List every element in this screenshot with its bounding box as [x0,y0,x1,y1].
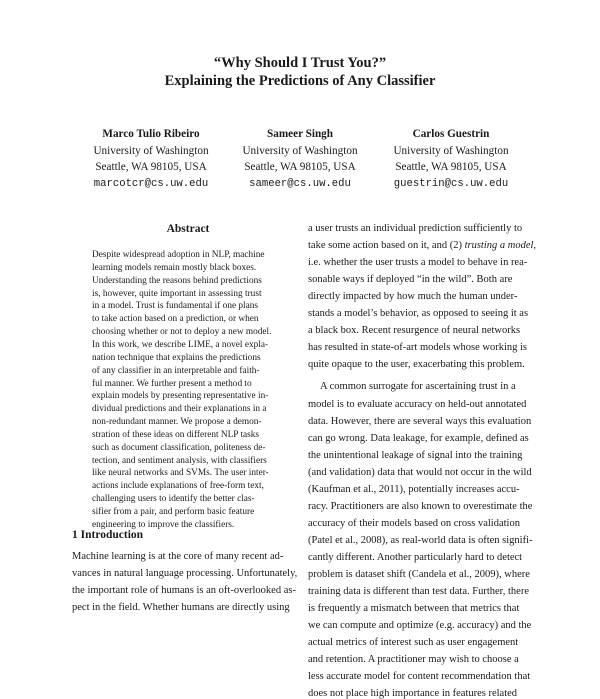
author-address: Seattle, WA 98105, USA [95,161,207,173]
right-column-line: and retention. A practitioner may wish to choose a [308,654,519,666]
right-column-line: (Kaufman et al., 2011), potentially increases accu- [308,483,520,495]
author-affiliation: University of Washington [393,144,509,157]
abstract-line: ful manner. We further present a method to [92,378,252,389]
author-block [71,126,231,192]
abstract-line: in a model. Trust is fundamental if one plans [92,301,259,312]
abstract-line: dividual predictions and their explanations in a [92,404,267,415]
author-address: Seattle, WA 98105, USA [244,161,356,173]
right-column-line: cantly different. Another particularly hard to detect [308,551,523,563]
abstract-line: non-redundant manner. We propose a demon- [92,417,262,428]
paper-title-line-2: Explaining the Predictions of Any Classifier [164,73,436,89]
right-column-line: is frequently a mismatch between that metrics that [308,603,520,615]
section-heading-introduction: 1 Introduction [72,529,144,541]
abstract-line: tection, and sentiment analysis, with classifiers [92,455,267,466]
introduction-line: Machine learning is at the core of many recent ad- [72,551,284,562]
right-column-line: quite opaque to the user, exacerbating this problem. [308,359,525,371]
right-column-line: does not place high importance in features related [308,688,518,699]
author-affiliation: University of Washington [242,144,358,157]
right-column-line: i.e. whether the user trusts a model to behave in rea- [308,257,528,269]
right-column-line: (Patel et al., 2008), as real-world data is often signifi- [308,534,533,546]
right-column-line: directly impacted by how much the human under- [308,291,518,303]
right-column-line: actual metrics of interest such as user engagement [308,637,519,649]
right-column-line: data. However, there are several ways this evaluation [308,415,532,427]
right-column-line: a user trusts an individual prediction sufficiently to [308,223,523,234]
right-column-line: stands a model’s behavior, as opposed to seeing it as [308,308,529,320]
right-column-line: training data is different than test data. Further, there [308,586,529,598]
abstract-line: such as document classification, politeness de- [92,442,266,453]
introduction-line: pect in the field. Whether humans are directly using [72,602,290,613]
author-address: Seattle, WA 98105, USA [395,161,507,173]
author-email: guestrin@cs.uw.edu [393,177,509,190]
right-column-line: accuracy of their models based on cross validation [308,517,520,529]
abstract-line: Despite widespread adoption in NLP, machine [92,250,265,260]
author-name: Marco Tulio Ribeiro [102,128,200,140]
abstract-line: learning models remain mostly black boxes. [92,262,257,273]
author-name: Carlos Guestrin [412,128,490,140]
abstract-line: like neural networks and SVMs. The user inter- [92,468,269,479]
right-column-line: less accurate model for content recommendation that [308,671,531,683]
abstract-line: of any classifier in an interpretable and faith- [92,365,260,376]
right-column-line: take some action based on it, and (2) trusting a model, [308,240,537,252]
right-column-line: has resulted in state-of-art models whose working is [308,342,527,354]
right-column-line: A common surrogate for ascertaining trust in a [320,381,516,393]
introduction-line: vances in natural language processing. Unfortunately, [72,568,298,579]
author-name: Sameer Singh [267,128,333,140]
introduction-line: the important role of humans is an oft-overlooked as- [72,585,296,596]
right-column-line: can go wrong. Data leakage, for example, defined as [308,432,529,444]
italic-phrase: trusting a model, [464,240,537,252]
right-column-line: a black box. Recent resurgence of neural networks [308,325,521,337]
abstract-heading: Abstract [166,223,210,235]
abstract-line: explain models by presenting representative in- [92,391,269,402]
abstract-line: challenging users to identify the better clas- [92,494,255,505]
right-column-line: racy. Practitioners are also known to overestimate the [308,500,533,512]
author-email: marcotcr@cs.uw.edu [93,177,209,190]
abstract-line: is, however, quite important in assessing trust [92,288,262,299]
right-column-line: the unintentional leakage of signal into the training [308,449,523,461]
author-affiliation: University of Washington [93,144,209,157]
abstract-line: choosing whether or not to deploy a new model. [92,327,272,338]
abstract-line: nation technique that explains the predictions [92,352,261,363]
right-column-line: we can compute and optimize (e.g. accuracy) and the [308,620,532,632]
abstract-line: sifier from a pair, and perform basic feature [92,507,255,517]
right-column-line: problem is dataset shift (Candela et al., 2009), where [308,569,530,580]
right-column-line: model is to evaluate accuracy on held-out annotated [308,398,527,410]
author-block [220,126,380,192]
right-column-line: sonable ways if deployed “in the wild”. Both are [308,274,513,286]
abstract-line: actions include explanations of free-form text, [92,481,264,492]
author-email: sameer@cs.uw.edu [249,177,351,190]
abstract-line: to take action based on a prediction, or when [92,314,259,325]
abstract-line: Understanding the reasons behind predictions [92,275,262,286]
paper-title-line-1: “Why Should I Trust You?” [213,55,387,71]
right-column-line: (and validation) data that would not occur in the wild [308,466,532,478]
abstract-line: In this work, we describe LIME, a novel expla- [92,339,269,350]
abstract-line: stration of these ideas on different NLP tasks [92,429,260,440]
author-block [371,126,531,192]
abstract-line: engineering to improve the classifiers. [92,519,235,530]
